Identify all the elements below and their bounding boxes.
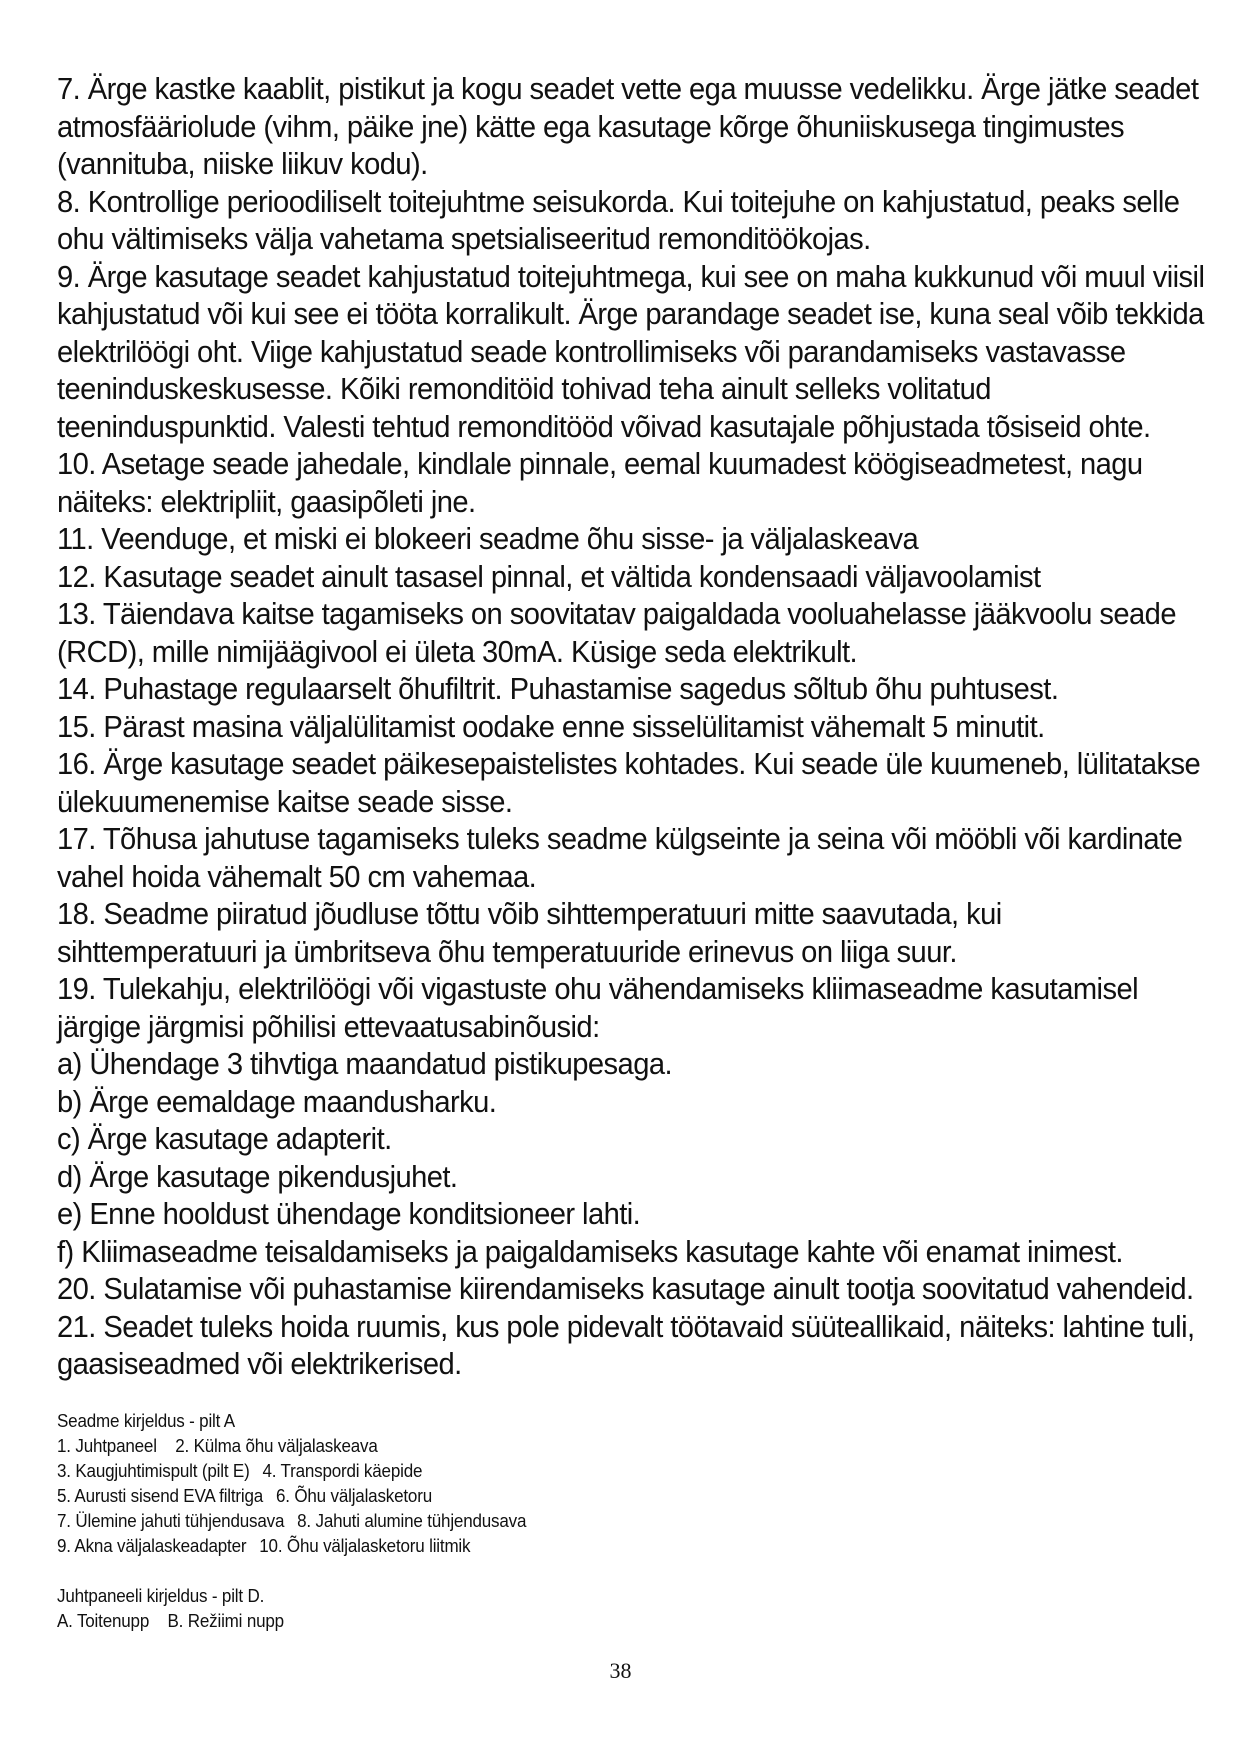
sub-item-c: c) Ärge kasutage adapterit. bbox=[57, 1121, 392, 1156]
sub-item-b: b) Ärge eemaldage maandusharku. bbox=[57, 1083, 497, 1119]
instruction-item-17: 17. Tõhusa jahutuse tagamiseks tuleks seadme külgseinte ja seina või mööbli või kardinate vahel hoida vähemalt 50 cm vahemaa. bbox=[57, 821, 1183, 894]
device-part: 8. Jahuti alumine tühjendusava bbox=[297, 1510, 527, 1531]
instruction-item-18: 18. Seadme piiratud jõudluse tõttu võib sihttemperatuuri mitte saavutada, kui sihttemperatuuri ja ümbritseva õhu temperatuuride erinevus on liiga suur. bbox=[57, 896, 1002, 969]
instruction-item-7: 7. Ärge kastke kaablit, pistikut ja kogu seadet vette ega muusse vedelikku. Ärge jätke seadet atmosfääriolude (vihm, päike jne) kätte ega kasutage kõrge õhuniiskusega tingimustes (vannituba, niiske liikuv kodu). bbox=[57, 71, 1199, 181]
device-part: 6. Õhu väljalasketoru bbox=[275, 1485, 432, 1506]
instruction-list bbox=[57, 70, 1207, 1383]
device-parts-row bbox=[57, 1433, 526, 1458]
page-number: 38 bbox=[609, 1658, 632, 1683]
panel-button-label: A. Toitenupp bbox=[57, 1610, 150, 1631]
device-part: 3. Kaugjuhtimispult (pilt E) bbox=[57, 1460, 250, 1481]
instruction-item-8: 8. Kontrollige perioodiliselt toitejuhtme seisukorda. Kui toitejuhe on kahjustatud, peaks selle ohu vältimiseks välja vahetama spetsialiseeritud remonditöökojas. bbox=[57, 183, 1180, 256]
device-part: 1. Juhtpaneel bbox=[57, 1435, 157, 1456]
device-part: 4. Transpordi käepide bbox=[262, 1460, 423, 1481]
panel-buttons-row bbox=[57, 1608, 284, 1633]
instruction-item-15: 15. Pärast masina väljalülitamist oodake enne sisselülitamist vähemalt 5 minutit. bbox=[57, 708, 1045, 744]
instruction-item-16: 16. Ärge kasutage seadet päikesepaistelistes kohtades. Kui seade üle kuumeneb, lülitatakse ülekuumenemise kaitse seade sisse. bbox=[57, 746, 1201, 819]
device-description bbox=[57, 1408, 526, 1558]
instruction-item-14: 14. Puhastage regulaarselt õhufiltrit. Puhastamise sagedus sõltub õhu puhtusest. bbox=[57, 671, 1059, 706]
sub-item-d: d) Ärge kasutage pikendusjuhet. bbox=[57, 1158, 458, 1194]
panel-description-heading: Juhtpaneeli kirjeldus - pilt D. bbox=[57, 1585, 265, 1606]
instruction-item-11: 11. Veenduge, et miski ei blokeeri seadme õhu sisse- ja väljalaskeava bbox=[57, 521, 919, 556]
device-part: 7. Ülemine jahuti tühjendusava bbox=[57, 1510, 285, 1531]
panel-description bbox=[57, 1583, 284, 1633]
panel-button-label: B. Režiimi nupp bbox=[167, 1610, 284, 1631]
sub-item-e: e) Enne hooldust ühendage konditsioneer lahti. bbox=[57, 1196, 641, 1231]
sub-item-a: a) Ühendage 3 tihvtiga maandatud pistikupesaga. bbox=[57, 1046, 673, 1081]
device-description-heading: Seadme kirjeldus - pilt A bbox=[57, 1410, 235, 1431]
instruction-item-20: 20. Sulatamise või puhastamise kiirendamiseks kasutage ainult tootja soovitatud vahendeid. bbox=[57, 1271, 1194, 1306]
sub-item-f: f) Kliimaseadme teisaldamiseks ja paigaldamiseks kasutage kahte või enamat inimest. bbox=[57, 1233, 1123, 1269]
device-parts-row bbox=[57, 1483, 526, 1508]
device-parts-row bbox=[57, 1508, 526, 1533]
device-part: 10. Õhu väljalasketoru liitmik bbox=[259, 1535, 471, 1556]
device-part: 9. Akna väljalaskeadapter bbox=[57, 1535, 247, 1556]
device-parts-row bbox=[57, 1458, 526, 1483]
instruction-item-19: 19. Tulekahju, elektrilöögi või vigastuste ohu vähendamiseks kliimaseadme kasutamisel järgige järgmisi põhilisi ettevaatusabinõusid: bbox=[57, 971, 1139, 1044]
device-parts-row bbox=[57, 1533, 526, 1558]
instruction-item-10: 10. Asetage seade jahedale, kindlale pinnale, eemal kuumadest köögiseadmetest, nagu näiteks: elektripliit, gaasipõleti jne. bbox=[57, 446, 1143, 519]
instruction-item-13: 13. Täiendava kaitse tagamiseks on soovitatav paigaldada vooluahelasse jääkvoolu seade (RCD), mille nimijäägivool ei ületa 30mA. Küsige seda elektrikult. bbox=[57, 596, 1176, 669]
instruction-item-21: 21. Seadet tuleks hoida ruumis, kus pole pidevalt töötavaid süüteallikaid, näiteks: lahtine tuli, gaasiseadmed või elektrikerised. bbox=[57, 1308, 1195, 1381]
instruction-item-9: 9. Ärge kasutage seadet kahjustatud toitejuhtmega, kui see on maha kukkunud või muul viisil kahjustatud või kui see ei tööta korralikult. Ärge parandage seadet ise, kuna seal võib tekkida elektrilöögi oht. Viige kahjustatud seade kontrollimiseks või parandamiseks vastavasse teeninduskeskusesse. Kõiki remonditöid tohivad teha ainult selleks volitatud teeninduspunktid. Valesti tehtud remonditööd võivad kasutajale põhjustada tõsiseid ohte. bbox=[57, 258, 1205, 444]
device-part: 5. Aurusti sisend EVA filtriga bbox=[57, 1485, 264, 1506]
device-part: 2. Külma õhu väljalaskeava bbox=[175, 1435, 378, 1456]
instruction-item-12: 12. Kasutage seadet ainult tasasel pinnal, et vältida kondensaadi väljavoolamist bbox=[57, 558, 1041, 594]
